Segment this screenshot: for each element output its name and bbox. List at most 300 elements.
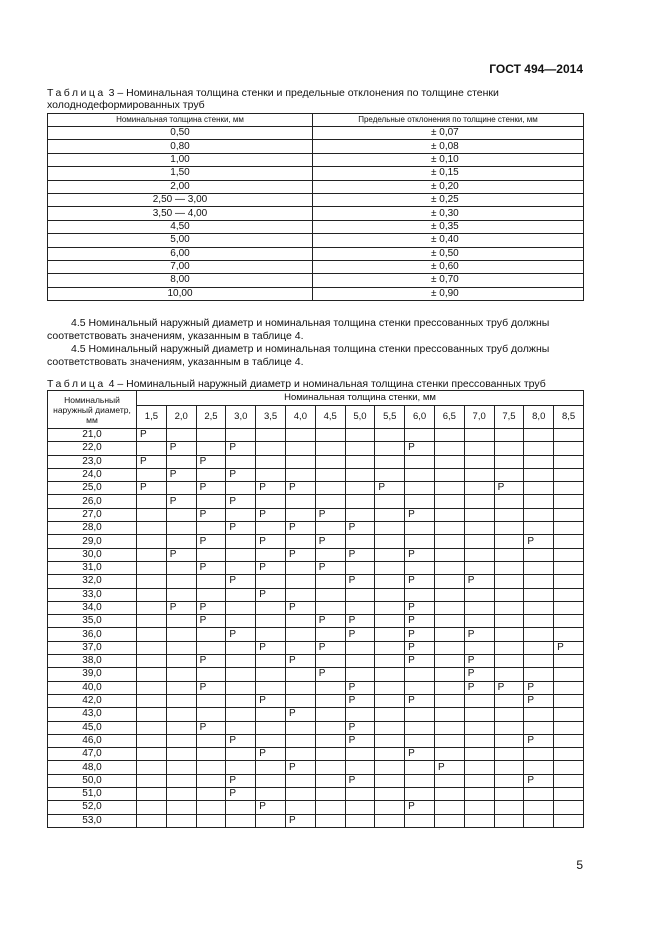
table4-mark-cell: Р xyxy=(524,535,554,548)
table4-mark-cell xyxy=(166,641,196,654)
table4-mark-cell xyxy=(434,575,464,588)
table4-mark-cell xyxy=(137,601,167,614)
table4-row xyxy=(48,801,584,814)
table4-mark-cell xyxy=(494,734,524,747)
table4-mark-cell xyxy=(315,708,345,721)
table4-mark-cell xyxy=(256,734,286,747)
table4-row xyxy=(48,694,584,707)
table4-mark-cell xyxy=(405,721,435,734)
table4-caption xyxy=(47,378,587,390)
table4-mark-cell xyxy=(524,615,554,628)
table4-mark-cell xyxy=(137,788,167,801)
table4-mark-cell xyxy=(464,601,494,614)
table4-mark-cell xyxy=(345,495,375,508)
table4-mark-cell xyxy=(434,535,464,548)
table4-mark-cell xyxy=(345,442,375,455)
table4-mark-cell xyxy=(256,522,286,535)
table4-mark-cell xyxy=(196,468,226,481)
table4-mark-cell xyxy=(285,561,315,574)
table4-mark-cell xyxy=(345,588,375,601)
table4-mark-cell: Р xyxy=(166,468,196,481)
table4-mark-cell xyxy=(524,761,554,774)
table4-mark-cell: Р xyxy=(345,575,375,588)
table4-mark-cell xyxy=(256,615,286,628)
table4-mark-cell xyxy=(285,694,315,707)
table4-mark-cell xyxy=(196,801,226,814)
table4-mark-cell xyxy=(315,628,345,641)
table4-diameter-cell: 47,0 xyxy=(48,748,137,761)
table3-row xyxy=(48,247,584,260)
paragraph-4-5-second-text: 4.5 Номинальный наружный диаметр и номинальная толщина стенки прессованных труб должны соответствовать значениям, указанным в таблице 4. xyxy=(47,343,550,368)
table3-thickness-cell: 5,00 xyxy=(48,234,313,247)
table4-mark-cell xyxy=(285,442,315,455)
table4-row xyxy=(48,734,584,747)
table4-mark-cell xyxy=(315,588,345,601)
table4-mark-cell xyxy=(375,641,405,654)
table4-mark-cell xyxy=(166,628,196,641)
table4-mark-cell: Р xyxy=(464,575,494,588)
table4-mark-cell xyxy=(166,561,196,574)
table4-mark-cell xyxy=(494,748,524,761)
table4-mark-cell xyxy=(554,442,584,455)
table4-mark-cell xyxy=(315,575,345,588)
table4-mark-cell xyxy=(196,668,226,681)
table4-mark-cell xyxy=(524,814,554,827)
table4-mark-cell xyxy=(315,468,345,481)
table4-row xyxy=(48,442,584,455)
table4-mark-cell xyxy=(554,774,584,787)
table4-mark-cell xyxy=(226,801,256,814)
table4-mark-cell xyxy=(345,814,375,827)
table4-mark-cell xyxy=(315,601,345,614)
table4-mark-cell xyxy=(285,641,315,654)
table4-mark-cell xyxy=(285,615,315,628)
table4-mark-cell xyxy=(554,601,584,614)
table4-mark-cell: Р xyxy=(464,668,494,681)
table4-thickness-col-header: 6,0 xyxy=(405,406,435,429)
table4-mark-cell xyxy=(137,774,167,787)
table4-mark-cell xyxy=(137,548,167,561)
table4-mark-cell xyxy=(434,522,464,535)
paragraph-4-5-first-text: 4.5 Номинальный наружный диаметр и номинальная толщина стенки прессованных труб должны соответствовать значениям, указанным в таблице 4. xyxy=(47,317,550,342)
table4-mark-cell xyxy=(405,455,435,468)
table4-mark-cell xyxy=(256,655,286,668)
table4-mark-cell: Р xyxy=(345,522,375,535)
table4-mark-cell xyxy=(524,588,554,601)
table4-thickness-col-header: 2,0 xyxy=(166,406,196,429)
table3-tolerance-cell: ± 0,70 xyxy=(313,274,584,287)
table4-thickness-col-header: 8,0 xyxy=(524,406,554,429)
table4-mark-cell: Р xyxy=(226,468,256,481)
table4-mark-cell xyxy=(375,588,405,601)
table4-mark-cell xyxy=(524,522,554,535)
table4-mark-cell xyxy=(405,774,435,787)
table4-mark-cell xyxy=(315,814,345,827)
table4-mark-cell: Р xyxy=(226,788,256,801)
table4-mark-cell xyxy=(405,468,435,481)
table4-mark-cell xyxy=(285,495,315,508)
table4-mark-cell xyxy=(226,681,256,694)
table4-mark-cell xyxy=(434,641,464,654)
table4-mark-cell xyxy=(375,495,405,508)
table4-mark-cell xyxy=(464,455,494,468)
table4-diameter-cell: 29,0 xyxy=(48,535,137,548)
table4-mark-cell xyxy=(256,708,286,721)
paragraph-4-5-first xyxy=(47,317,587,343)
table4-mark-cell xyxy=(166,801,196,814)
table4-mark-cell xyxy=(137,721,167,734)
table4-mark-cell xyxy=(196,761,226,774)
table4-mark-cell xyxy=(405,482,435,495)
table3-thickness-cell: 0,50 xyxy=(48,127,313,140)
table4-mark-cell xyxy=(345,429,375,442)
table4-mark-cell xyxy=(256,761,286,774)
table4-mark-cell xyxy=(434,721,464,734)
table4-mark-cell xyxy=(166,535,196,548)
table4-mark-cell xyxy=(554,508,584,521)
table4-mark-cell xyxy=(524,548,554,561)
table4-mark-cell xyxy=(315,788,345,801)
table4-mark-cell xyxy=(494,761,524,774)
table4-row xyxy=(48,761,584,774)
table4-mark-cell xyxy=(137,522,167,535)
table4-mark-cell xyxy=(256,814,286,827)
table4-mark-cell xyxy=(375,468,405,481)
table4-mark-cell xyxy=(375,615,405,628)
table4-mark-cell xyxy=(345,708,375,721)
table4-mark-cell: Р xyxy=(524,694,554,707)
table3-row xyxy=(48,207,584,220)
table4-mark-cell xyxy=(166,761,196,774)
table4-mark-cell xyxy=(375,655,405,668)
table4-mark-cell xyxy=(166,814,196,827)
table4-diameter-cell: 35,0 xyxy=(48,615,137,628)
table4-mark-cell xyxy=(554,788,584,801)
table4-diameter-cell: 27,0 xyxy=(48,508,137,521)
table4-mark-cell xyxy=(315,548,345,561)
table4-mark-cell xyxy=(345,508,375,521)
table4-mark-cell: Р xyxy=(345,734,375,747)
table4-mark-cell: Р xyxy=(256,588,286,601)
table4-mark-cell xyxy=(464,748,494,761)
table4-mark-cell xyxy=(494,801,524,814)
table4-mark-cell xyxy=(554,495,584,508)
table4-mark-cell xyxy=(375,548,405,561)
table4-mark-cell xyxy=(405,708,435,721)
table4-mark-cell xyxy=(285,468,315,481)
table4-mark-cell xyxy=(315,721,345,734)
table4-mark-cell xyxy=(226,548,256,561)
table4-mark-cell xyxy=(524,575,554,588)
table4-mark-cell xyxy=(554,482,584,495)
table4-mark-cell xyxy=(166,429,196,442)
table4-mark-cell: Р xyxy=(315,508,345,521)
table4-mark-cell xyxy=(434,774,464,787)
table4-mark-cell xyxy=(256,495,286,508)
table4-caption-word: Таблица xyxy=(47,378,106,390)
table4-row xyxy=(48,588,584,601)
table4-mark-cell xyxy=(226,429,256,442)
table4-mark-cell: Р xyxy=(256,561,286,574)
table4-mark-cell xyxy=(226,761,256,774)
table4-mark-cell: Р xyxy=(405,641,435,654)
table4-mark-cell: Р xyxy=(166,495,196,508)
table4-mark-cell: Р xyxy=(166,601,196,614)
table3-thickness-cell: 1,50 xyxy=(48,167,313,180)
table4-mark-cell: Р xyxy=(137,429,167,442)
table4-diameter-cell: 45,0 xyxy=(48,721,137,734)
table3-header-row xyxy=(48,114,584,127)
table4-mark-cell xyxy=(256,628,286,641)
table3-row xyxy=(48,127,584,140)
table3-col-thickness-header: Номинальная толщина стенки, мм xyxy=(48,114,313,127)
table4-row xyxy=(48,748,584,761)
table4-mark-cell xyxy=(524,561,554,574)
table4-mark-cell xyxy=(554,468,584,481)
table3-row xyxy=(48,193,584,206)
table4-mark-cell: Р xyxy=(405,748,435,761)
table4-mark-cell xyxy=(137,628,167,641)
table3-tolerance-cell: ± 0,60 xyxy=(313,260,584,273)
table4-mark-cell xyxy=(494,575,524,588)
table4-mark-cell xyxy=(464,774,494,787)
table4-mark-cell xyxy=(315,774,345,787)
table4-mark-cell xyxy=(137,708,167,721)
table4-mark-cell: Р xyxy=(524,734,554,747)
table4-mark-cell xyxy=(524,508,554,521)
table4-mark-cell: Р xyxy=(285,601,315,614)
table4-mark-cell xyxy=(464,641,494,654)
table4-mark-cell xyxy=(494,468,524,481)
table4-diameter-cell: 32,0 xyxy=(48,575,137,588)
table4-diameter-cell: 43,0 xyxy=(48,708,137,721)
table4-mark-cell xyxy=(256,668,286,681)
table3-thickness-cell: 1,00 xyxy=(48,153,313,166)
table4-mark-cell xyxy=(285,734,315,747)
table4-mark-cell xyxy=(464,442,494,455)
table4-diameter-cell: 25,0 xyxy=(48,482,137,495)
table4-mark-cell xyxy=(434,694,464,707)
table4-diameter-cell: 36,0 xyxy=(48,628,137,641)
table4-mark-cell xyxy=(137,468,167,481)
table4-mark-cell xyxy=(554,535,584,548)
table4-mark-cell xyxy=(196,429,226,442)
page-number: 5 xyxy=(576,858,583,872)
table4-thickness-col-header: 3,0 xyxy=(226,406,256,429)
table4-mark-cell: Р xyxy=(285,548,315,561)
table4-mark-cell xyxy=(464,429,494,442)
table4-mark-cell xyxy=(524,641,554,654)
table4-mark-cell xyxy=(315,495,345,508)
table4-thickness-col-header: 5,0 xyxy=(345,406,375,429)
table4-mark-cell xyxy=(524,721,554,734)
table4-mark-cell xyxy=(434,561,464,574)
table4-diameter-cell: 38,0 xyxy=(48,655,137,668)
table4-mark-cell: Р xyxy=(256,535,286,548)
table4-mark-cell xyxy=(315,748,345,761)
table4-mark-cell xyxy=(226,535,256,548)
table4-mark-cell xyxy=(256,575,286,588)
table4-mark-cell xyxy=(137,814,167,827)
table4-thickness-col-header: 4,0 xyxy=(285,406,315,429)
table4-mark-cell: Р xyxy=(405,615,435,628)
table4-diameter-cell: 23,0 xyxy=(48,455,137,468)
table4-mark-cell: Р xyxy=(226,522,256,535)
table4-mark-cell xyxy=(434,468,464,481)
table3-tolerance-cell: ± 0,15 xyxy=(313,167,584,180)
table4-mark-cell: Р xyxy=(196,508,226,521)
table4-mark-cell xyxy=(405,522,435,535)
table3-tolerance-cell: ± 0,20 xyxy=(313,180,584,193)
table4-row xyxy=(48,548,584,561)
table4-mark-cell xyxy=(554,668,584,681)
table4-mark-cell xyxy=(166,615,196,628)
table4-mark-cell: Р xyxy=(196,482,226,495)
table4-diameter-cell: 21,0 xyxy=(48,429,137,442)
table3-thickness-cell: 2,50 — 3,00 xyxy=(48,193,313,206)
table4-mark-cell xyxy=(464,734,494,747)
table4-mark-cell xyxy=(137,588,167,601)
table4-mark-cell xyxy=(494,814,524,827)
table4-mark-cell xyxy=(524,788,554,801)
table4-mark-cell: Р xyxy=(285,482,315,495)
table3-row xyxy=(48,260,584,273)
table4-row xyxy=(48,482,584,495)
table4-mark-cell: Р xyxy=(345,774,375,787)
table4-row xyxy=(48,668,584,681)
table3-thickness-cell: 2,00 xyxy=(48,180,313,193)
table4-mark-cell xyxy=(166,734,196,747)
table4-mark-cell: Р xyxy=(196,655,226,668)
thickness-tolerance-table xyxy=(47,113,584,301)
table4-mark-cell xyxy=(554,575,584,588)
table4-mark-cell xyxy=(554,814,584,827)
table4-row xyxy=(48,522,584,535)
table4-mark-cell xyxy=(405,761,435,774)
table4-mark-cell xyxy=(315,482,345,495)
table4-mark-cell: Р xyxy=(434,761,464,774)
table4-mark-cell: Р xyxy=(345,681,375,694)
table4-mark-cell xyxy=(166,522,196,535)
table4-diameter-cell: 24,0 xyxy=(48,468,137,481)
table4-mark-cell xyxy=(315,694,345,707)
table4-mark-cell xyxy=(137,575,167,588)
table4-mark-cell xyxy=(405,535,435,548)
table4-mark-cell xyxy=(554,694,584,707)
table3-tolerance-cell: ± 0,35 xyxy=(313,220,584,233)
table4-mark-cell xyxy=(285,429,315,442)
table4-mark-cell xyxy=(554,522,584,535)
table3-thickness-cell: 7,00 xyxy=(48,260,313,273)
table4-mark-cell xyxy=(434,508,464,521)
table3-tolerance-cell: ± 0,25 xyxy=(313,193,584,206)
table4-mark-cell xyxy=(196,814,226,827)
table4-mark-cell xyxy=(375,788,405,801)
table4-mark-cell xyxy=(434,748,464,761)
table4-mark-cell xyxy=(524,482,554,495)
table4-mark-cell xyxy=(226,588,256,601)
table4-mark-cell: Р xyxy=(315,561,345,574)
table3-thickness-cell: 0,80 xyxy=(48,140,313,153)
table4-mark-cell xyxy=(494,455,524,468)
table4-mark-cell: Р xyxy=(315,668,345,681)
table4-mark-cell xyxy=(494,442,524,455)
table4-mark-cell: Р xyxy=(196,601,226,614)
table4-mark-cell xyxy=(285,681,315,694)
table4-mark-cell xyxy=(375,694,405,707)
table4-mark-cell xyxy=(375,801,405,814)
table4-mark-cell xyxy=(345,482,375,495)
table4-thickness-col-header: 7,5 xyxy=(494,406,524,429)
table4-mark-cell xyxy=(554,801,584,814)
table4-mark-cell: Р xyxy=(464,655,494,668)
table3-tolerance-cell: ± 0,07 xyxy=(313,127,584,140)
table4-mark-cell xyxy=(315,429,345,442)
table4-mark-cell xyxy=(464,561,494,574)
table4-mark-cell xyxy=(345,468,375,481)
table4-row xyxy=(48,681,584,694)
table3-row xyxy=(48,220,584,233)
table4-mark-cell xyxy=(285,748,315,761)
table4-thickness-header: Номинальная толщина стенки, мм xyxy=(137,391,584,406)
table4-mark-cell xyxy=(494,788,524,801)
table4-mark-cell xyxy=(256,721,286,734)
table4-mark-cell xyxy=(405,734,435,747)
table4-mark-cell xyxy=(285,788,315,801)
table3-tolerance-cell: ± 0,40 xyxy=(313,234,584,247)
table4-mark-cell xyxy=(434,615,464,628)
table4-mark-cell xyxy=(524,708,554,721)
table3-tolerance-cell: ± 0,50 xyxy=(313,247,584,260)
table4-mark-cell xyxy=(464,588,494,601)
table4-mark-cell xyxy=(524,468,554,481)
table4-mark-cell xyxy=(554,721,584,734)
table4-row xyxy=(48,615,584,628)
table4-diameter-cell: 37,0 xyxy=(48,641,137,654)
table4-mark-cell xyxy=(494,495,524,508)
table4-mark-cell: Р xyxy=(256,508,286,521)
table4-mark-cell: Р xyxy=(226,442,256,455)
table4-mark-cell xyxy=(494,668,524,681)
table4-mark-cell: Р xyxy=(315,641,345,654)
table4-mark-cell xyxy=(166,575,196,588)
table4-mark-cell xyxy=(375,748,405,761)
table4-mark-cell: Р xyxy=(345,628,375,641)
table4-mark-cell xyxy=(494,615,524,628)
table4-mark-cell xyxy=(375,561,405,574)
table4-row xyxy=(48,508,584,521)
table4-mark-cell xyxy=(285,801,315,814)
table4-mark-cell xyxy=(405,561,435,574)
table4-mark-cell xyxy=(226,455,256,468)
table4-mark-cell xyxy=(375,455,405,468)
table4-mark-cell xyxy=(375,522,405,535)
table4-mark-cell xyxy=(166,788,196,801)
table4-mark-cell: Р xyxy=(524,774,554,787)
table4-mark-cell xyxy=(434,455,464,468)
table4-mark-cell xyxy=(494,522,524,535)
table4-mark-cell xyxy=(166,668,196,681)
table4-mark-cell xyxy=(524,748,554,761)
table4-mark-cell: Р xyxy=(137,455,167,468)
table4-mark-cell xyxy=(285,508,315,521)
table4-mark-cell xyxy=(345,455,375,468)
table4-row xyxy=(48,628,584,641)
table4-mark-cell: Р xyxy=(196,535,226,548)
table4-diameter-cell: 40,0 xyxy=(48,681,137,694)
table4-mark-cell xyxy=(137,615,167,628)
table4-mark-cell xyxy=(405,814,435,827)
